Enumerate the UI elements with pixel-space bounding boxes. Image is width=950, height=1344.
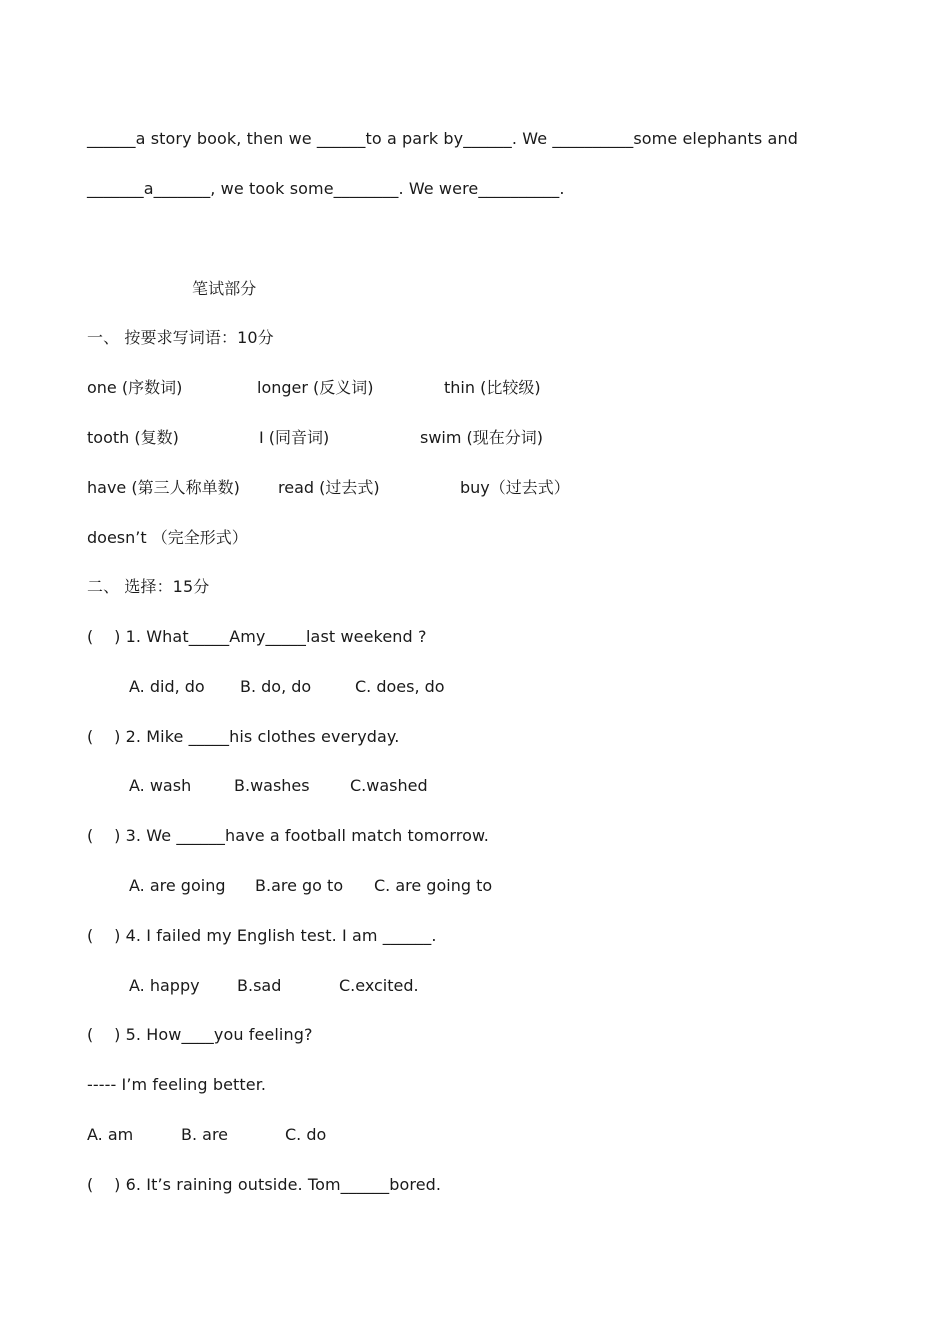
question-2-option-b: B.washes <box>234 776 310 795</box>
word-task-doesnt: doesn’t （完全形式） <box>87 528 248 547</box>
question-4-option-a: A. happy <box>129 976 200 995</box>
question-2-option-a: A. wash <box>129 776 192 795</box>
question-2-stem: ( ) 2. Mike _____his clothes everyday. <box>87 727 400 746</box>
question-1-option-c: C. does, do <box>355 677 445 696</box>
question-3-option-b: B.are go to <box>255 876 344 895</box>
section-1-heading: 一、 按要求写词语：10分 <box>87 328 274 347</box>
question-4-stem: ( ) 4. I failed my English test. I am ______. <box>87 926 437 945</box>
question-5-option-b: B. are <box>181 1125 229 1144</box>
question-4-option-b: B.sad <box>237 976 282 995</box>
word-task-one: one (序数词) <box>87 378 183 397</box>
question-1-stem: ( ) 1. What_____Amy_____last weekend ? <box>87 627 427 646</box>
question-4-option-c: C.excited. <box>339 976 419 995</box>
written-section-title: 笔试部分 <box>192 279 257 298</box>
passage-line-1: ______a story book, then we ______to a park by______. We __________some elephants and <box>87 129 798 148</box>
question-2-option-c: C.washed <box>350 776 428 795</box>
question-6-stem: ( ) 6. It’s raining outside. Tom______bored. <box>87 1175 442 1194</box>
question-3-option-c: C. are going to <box>374 876 493 895</box>
word-task-swim: swim (现在分词) <box>420 428 544 447</box>
word-task-i: I (同音词) <box>259 428 330 447</box>
word-task-longer: longer (反义词) <box>257 378 374 397</box>
passage-line-2: _______a_______, we took some________. We were__________. <box>87 179 565 198</box>
word-task-thin: thin (比较级) <box>444 378 541 397</box>
question-1-option-b: B. do, do <box>240 677 312 696</box>
question-5-option-a: A. am <box>87 1125 134 1144</box>
question-3-option-a: A. are going <box>129 876 226 895</box>
question-5-option-c: C. do <box>285 1125 327 1144</box>
word-task-read: read (过去式) <box>278 478 380 497</box>
word-task-buy: buy（过去式） <box>460 478 570 497</box>
question-5-stem: ( ) 5. How____you feeling? <box>87 1025 313 1044</box>
word-task-have: have (第三人称单数) <box>87 478 240 497</box>
section-2-heading: 二、 选择：15分 <box>87 577 210 596</box>
question-5-reply: ----- I’m feeling better. <box>87 1075 267 1094</box>
question-1-option-a: A. did, do <box>129 677 205 696</box>
word-task-tooth: tooth (复数) <box>87 428 179 447</box>
question-3-stem: ( ) 3. We ______have a football match tomorrow. <box>87 826 489 845</box>
